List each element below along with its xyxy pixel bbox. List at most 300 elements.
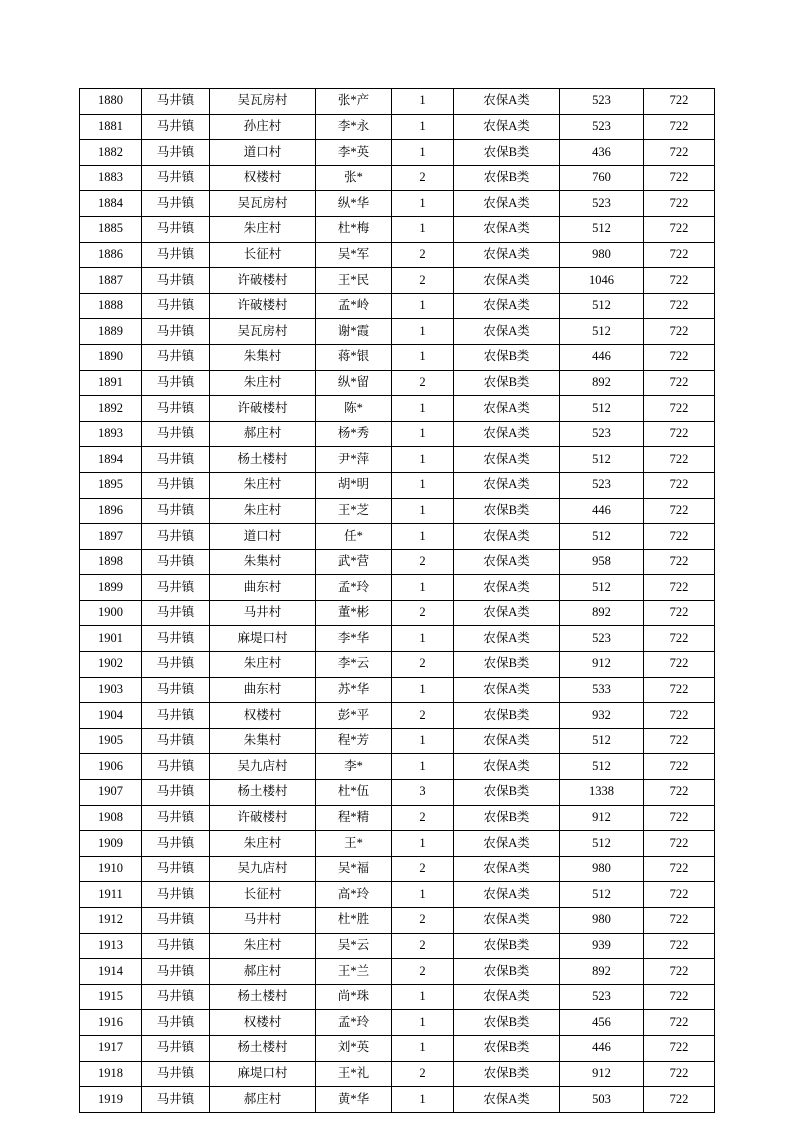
cell-standard: 722 — [644, 216, 715, 242]
table-row — [80, 89, 715, 115]
cell-village: 长征村 — [210, 882, 316, 908]
cell-village: 长征村 — [210, 242, 316, 268]
cell-category: 农保B类 — [454, 370, 560, 396]
cell-name: 李*永 — [316, 114, 392, 140]
table-row — [80, 216, 715, 242]
cell-seq: 1888 — [80, 293, 142, 319]
cell-village: 朱集村 — [210, 344, 316, 370]
cell-name: 杜*梅 — [316, 216, 392, 242]
cell-standard: 722 — [644, 831, 715, 857]
cell-standard: 722 — [644, 754, 715, 780]
cell-count: 1 — [392, 191, 454, 217]
cell-seq: 1919 — [80, 1087, 142, 1113]
cell-count: 2 — [392, 856, 454, 882]
cell-name: 董*彬 — [316, 600, 392, 626]
cell-standard: 722 — [644, 447, 715, 473]
cell-town: 马井镇 — [142, 268, 210, 294]
cell-category: 农保B类 — [454, 959, 560, 985]
table-row — [80, 1010, 715, 1036]
cell-amount: 912 — [560, 805, 644, 831]
cell-amount: 512 — [560, 216, 644, 242]
cell-name: 高*玲 — [316, 882, 392, 908]
cell-count: 1 — [392, 216, 454, 242]
cell-village: 马井村 — [210, 600, 316, 626]
subsidy-table — [79, 88, 715, 1113]
cell-standard: 722 — [644, 165, 715, 191]
cell-village: 郝庄村 — [210, 1087, 316, 1113]
cell-village: 吴九店村 — [210, 754, 316, 780]
cell-seq: 1883 — [80, 165, 142, 191]
cell-village: 许破楼村 — [210, 396, 316, 422]
cell-count: 1 — [392, 114, 454, 140]
cell-seq: 1890 — [80, 344, 142, 370]
cell-category: 农保A类 — [454, 677, 560, 703]
cell-town: 马井镇 — [142, 856, 210, 882]
cell-amount: 512 — [560, 754, 644, 780]
cell-category: 农保A类 — [454, 882, 560, 908]
cell-seq: 1904 — [80, 703, 142, 729]
cell-name: 王*兰 — [316, 959, 392, 985]
cell-village: 权楼村 — [210, 165, 316, 191]
cell-category: 农保A类 — [454, 472, 560, 498]
cell-count: 1 — [392, 89, 454, 115]
cell-town: 马井镇 — [142, 191, 210, 217]
table-row — [80, 908, 715, 934]
cell-count: 1 — [392, 677, 454, 703]
cell-amount: 523 — [560, 89, 644, 115]
cell-standard: 722 — [644, 677, 715, 703]
table-row — [80, 319, 715, 345]
cell-seq: 1915 — [80, 984, 142, 1010]
table-row — [80, 472, 715, 498]
cell-name: 张*产 — [316, 89, 392, 115]
cell-amount: 958 — [560, 549, 644, 575]
cell-village: 马井村 — [210, 908, 316, 934]
cell-count: 2 — [392, 600, 454, 626]
cell-count: 1 — [392, 984, 454, 1010]
cell-seq: 1895 — [80, 472, 142, 498]
cell-village: 道口村 — [210, 140, 316, 166]
cell-town: 马井镇 — [142, 677, 210, 703]
cell-category: 农保B类 — [454, 1061, 560, 1087]
cell-seq: 1886 — [80, 242, 142, 268]
cell-category: 农保B类 — [454, 1010, 560, 1036]
cell-amount: 446 — [560, 498, 644, 524]
cell-seq: 1889 — [80, 319, 142, 345]
cell-count: 1 — [392, 344, 454, 370]
cell-amount: 1338 — [560, 780, 644, 806]
cell-village: 许破楼村 — [210, 268, 316, 294]
cell-name: 李*云 — [316, 652, 392, 678]
cell-count: 1 — [392, 575, 454, 601]
cell-standard: 722 — [644, 984, 715, 1010]
cell-count: 2 — [392, 549, 454, 575]
cell-amount: 523 — [560, 984, 644, 1010]
cell-town: 马井镇 — [142, 472, 210, 498]
cell-village: 杨土楼村 — [210, 1035, 316, 1061]
cell-town: 马井镇 — [142, 600, 210, 626]
cell-town: 马井镇 — [142, 1061, 210, 1087]
cell-seq: 1907 — [80, 780, 142, 806]
cell-town: 马井镇 — [142, 831, 210, 857]
cell-count: 1 — [392, 754, 454, 780]
cell-town: 马井镇 — [142, 89, 210, 115]
cell-amount: 503 — [560, 1087, 644, 1113]
table-row — [80, 856, 715, 882]
cell-category: 农保B类 — [454, 703, 560, 729]
cell-village: 朱集村 — [210, 549, 316, 575]
cell-name: 陈* — [316, 396, 392, 422]
cell-name: 程*精 — [316, 805, 392, 831]
cell-name: 彭*平 — [316, 703, 392, 729]
cell-village: 麻堤口村 — [210, 626, 316, 652]
cell-amount: 512 — [560, 882, 644, 908]
table-row — [80, 396, 715, 422]
cell-amount: 512 — [560, 319, 644, 345]
cell-name: 黄*华 — [316, 1087, 392, 1113]
cell-category: 农保A类 — [454, 1087, 560, 1113]
cell-town: 马井镇 — [142, 959, 210, 985]
cell-village: 朱庄村 — [210, 933, 316, 959]
cell-count: 1 — [392, 293, 454, 319]
cell-category: 农保A类 — [454, 984, 560, 1010]
cell-standard: 722 — [644, 319, 715, 345]
cell-name: 苏*华 — [316, 677, 392, 703]
cell-category: 农保A类 — [454, 524, 560, 550]
cell-standard: 722 — [644, 396, 715, 422]
cell-standard: 722 — [644, 89, 715, 115]
cell-category: 农保A类 — [454, 191, 560, 217]
cell-standard: 722 — [644, 242, 715, 268]
cell-standard: 722 — [644, 882, 715, 908]
cell-standard: 722 — [644, 140, 715, 166]
cell-amount: 523 — [560, 626, 644, 652]
cell-count: 1 — [392, 396, 454, 422]
table-row — [80, 140, 715, 166]
table-row — [80, 524, 715, 550]
cell-count: 1 — [392, 626, 454, 652]
cell-amount: 456 — [560, 1010, 644, 1036]
cell-town: 马井镇 — [142, 754, 210, 780]
cell-town: 马井镇 — [142, 882, 210, 908]
cell-name: 杜*胜 — [316, 908, 392, 934]
cell-amount: 892 — [560, 370, 644, 396]
cell-amount: 512 — [560, 447, 644, 473]
cell-category: 农保B类 — [454, 165, 560, 191]
cell-standard: 722 — [644, 524, 715, 550]
cell-count: 2 — [392, 652, 454, 678]
table-row — [80, 191, 715, 217]
cell-village: 孙庄村 — [210, 114, 316, 140]
cell-count: 2 — [392, 1061, 454, 1087]
cell-seq: 1880 — [80, 89, 142, 115]
table-row — [80, 498, 715, 524]
cell-name: 吴*云 — [316, 933, 392, 959]
cell-name: 吴*福 — [316, 856, 392, 882]
cell-town: 马井镇 — [142, 421, 210, 447]
cell-name: 刘*英 — [316, 1035, 392, 1061]
cell-count: 1 — [392, 421, 454, 447]
cell-town: 马井镇 — [142, 805, 210, 831]
table-row — [80, 447, 715, 473]
cell-seq: 1896 — [80, 498, 142, 524]
cell-amount: 512 — [560, 524, 644, 550]
cell-count: 3 — [392, 780, 454, 806]
cell-seq: 1914 — [80, 959, 142, 985]
table-row — [80, 959, 715, 985]
cell-category: 农保A类 — [454, 728, 560, 754]
table-row — [80, 344, 715, 370]
cell-village: 道口村 — [210, 524, 316, 550]
cell-village: 郝庄村 — [210, 421, 316, 447]
cell-count: 2 — [392, 959, 454, 985]
table-row — [80, 626, 715, 652]
cell-count: 1 — [392, 319, 454, 345]
cell-standard: 722 — [644, 344, 715, 370]
cell-count: 2 — [392, 703, 454, 729]
cell-name: 吴*军 — [316, 242, 392, 268]
cell-category: 农保A类 — [454, 89, 560, 115]
cell-category: 农保B类 — [454, 1035, 560, 1061]
cell-amount: 523 — [560, 114, 644, 140]
cell-amount: 1046 — [560, 268, 644, 294]
cell-category: 农保B类 — [454, 652, 560, 678]
table-row — [80, 114, 715, 140]
cell-category: 农保A类 — [454, 268, 560, 294]
cell-count: 2 — [392, 242, 454, 268]
cell-seq: 1910 — [80, 856, 142, 882]
cell-count: 1 — [392, 882, 454, 908]
cell-category: 农保A类 — [454, 626, 560, 652]
cell-amount: 523 — [560, 421, 644, 447]
cell-seq: 1918 — [80, 1061, 142, 1087]
cell-category: 农保B类 — [454, 933, 560, 959]
cell-category: 农保A类 — [454, 908, 560, 934]
cell-category: 农保A类 — [454, 754, 560, 780]
cell-category: 农保A类 — [454, 575, 560, 601]
cell-standard: 722 — [644, 1087, 715, 1113]
cell-standard: 722 — [644, 652, 715, 678]
cell-village: 许破楼村 — [210, 805, 316, 831]
cell-seq: 1897 — [80, 524, 142, 550]
cell-standard: 722 — [644, 626, 715, 652]
cell-amount: 446 — [560, 344, 644, 370]
cell-village: 朱庄村 — [210, 831, 316, 857]
cell-amount: 980 — [560, 856, 644, 882]
table-row — [80, 831, 715, 857]
cell-amount: 512 — [560, 293, 644, 319]
table-row — [80, 652, 715, 678]
cell-amount: 760 — [560, 165, 644, 191]
cell-town: 马井镇 — [142, 140, 210, 166]
cell-seq: 1917 — [80, 1035, 142, 1061]
cell-village: 权楼村 — [210, 1010, 316, 1036]
cell-count: 2 — [392, 370, 454, 396]
cell-standard: 722 — [644, 703, 715, 729]
cell-name: 谢*霞 — [316, 319, 392, 345]
cell-town: 马井镇 — [142, 293, 210, 319]
cell-amount: 446 — [560, 1035, 644, 1061]
cell-town: 马井镇 — [142, 396, 210, 422]
cell-count: 1 — [392, 1010, 454, 1036]
table-row — [80, 933, 715, 959]
cell-seq: 1901 — [80, 626, 142, 652]
cell-seq: 1881 — [80, 114, 142, 140]
table-body — [80, 89, 715, 1113]
cell-name: 任* — [316, 524, 392, 550]
cell-town: 马井镇 — [142, 984, 210, 1010]
cell-name: 纵*华 — [316, 191, 392, 217]
cell-seq: 1891 — [80, 370, 142, 396]
cell-count: 2 — [392, 165, 454, 191]
cell-category: 农保A类 — [454, 447, 560, 473]
cell-category: 农保A类 — [454, 242, 560, 268]
cell-seq: 1908 — [80, 805, 142, 831]
table-row — [80, 549, 715, 575]
table-row — [80, 242, 715, 268]
cell-town: 马井镇 — [142, 1087, 210, 1113]
table-row — [80, 600, 715, 626]
cell-category: 农保B类 — [454, 140, 560, 166]
cell-village: 曲东村 — [210, 575, 316, 601]
cell-name: 纵*留 — [316, 370, 392, 396]
cell-town: 马井镇 — [142, 728, 210, 754]
table-row — [80, 575, 715, 601]
cell-town: 马井镇 — [142, 1010, 210, 1036]
cell-town: 马井镇 — [142, 165, 210, 191]
cell-standard: 722 — [644, 728, 715, 754]
cell-standard: 722 — [644, 1061, 715, 1087]
cell-seq: 1898 — [80, 549, 142, 575]
cell-count: 1 — [392, 728, 454, 754]
cell-category: 农保A类 — [454, 319, 560, 345]
cell-name: 胡*明 — [316, 472, 392, 498]
cell-village: 朱庄村 — [210, 652, 316, 678]
table-row — [80, 805, 715, 831]
table-row — [80, 984, 715, 1010]
cell-count: 1 — [392, 1087, 454, 1113]
cell-amount: 512 — [560, 396, 644, 422]
cell-standard: 722 — [644, 549, 715, 575]
cell-town: 马井镇 — [142, 114, 210, 140]
cell-count: 1 — [392, 447, 454, 473]
cell-village: 麻堤口村 — [210, 1061, 316, 1087]
cell-amount: 932 — [560, 703, 644, 729]
cell-name: 尹*萍 — [316, 447, 392, 473]
cell-amount: 980 — [560, 242, 644, 268]
cell-category: 农保A类 — [454, 114, 560, 140]
cell-name: 杨*秀 — [316, 421, 392, 447]
cell-village: 朱集村 — [210, 728, 316, 754]
cell-village: 杨土楼村 — [210, 447, 316, 473]
cell-category: 农保A类 — [454, 396, 560, 422]
cell-standard: 722 — [644, 908, 715, 934]
cell-count: 2 — [392, 908, 454, 934]
cell-count: 2 — [392, 268, 454, 294]
cell-standard: 722 — [644, 1035, 715, 1061]
table-row — [80, 421, 715, 447]
cell-seq: 1894 — [80, 447, 142, 473]
cell-seq: 1892 — [80, 396, 142, 422]
cell-town: 马井镇 — [142, 1035, 210, 1061]
cell-name: 王*礼 — [316, 1061, 392, 1087]
cell-standard: 722 — [644, 780, 715, 806]
cell-village: 朱庄村 — [210, 472, 316, 498]
cell-category: 农保B类 — [454, 780, 560, 806]
cell-village: 曲东村 — [210, 677, 316, 703]
cell-town: 马井镇 — [142, 908, 210, 934]
table-row — [80, 703, 715, 729]
table-row — [80, 268, 715, 294]
cell-category: 农保A类 — [454, 421, 560, 447]
cell-standard: 722 — [644, 498, 715, 524]
cell-village: 吴九店村 — [210, 856, 316, 882]
cell-count: 1 — [392, 831, 454, 857]
cell-standard: 722 — [644, 1010, 715, 1036]
cell-category: 农保B类 — [454, 805, 560, 831]
cell-standard: 722 — [644, 959, 715, 985]
cell-count: 2 — [392, 805, 454, 831]
cell-town: 马井镇 — [142, 703, 210, 729]
cell-standard: 722 — [644, 575, 715, 601]
cell-amount: 892 — [560, 959, 644, 985]
cell-category: 农保A类 — [454, 600, 560, 626]
cell-seq: 1885 — [80, 216, 142, 242]
table-row — [80, 677, 715, 703]
cell-category: 农保B类 — [454, 498, 560, 524]
table-row — [80, 882, 715, 908]
cell-town: 马井镇 — [142, 344, 210, 370]
cell-seq: 1903 — [80, 677, 142, 703]
cell-town: 马井镇 — [142, 780, 210, 806]
cell-count: 1 — [392, 1035, 454, 1061]
cell-amount: 533 — [560, 677, 644, 703]
cell-village: 杨土楼村 — [210, 984, 316, 1010]
cell-town: 马井镇 — [142, 626, 210, 652]
cell-seq: 1909 — [80, 831, 142, 857]
cell-name: 王*芝 — [316, 498, 392, 524]
cell-name: 李* — [316, 754, 392, 780]
cell-amount: 436 — [560, 140, 644, 166]
cell-village: 吴瓦房村 — [210, 191, 316, 217]
cell-seq: 1893 — [80, 421, 142, 447]
cell-standard: 722 — [644, 268, 715, 294]
cell-town: 马井镇 — [142, 933, 210, 959]
cell-town: 马井镇 — [142, 216, 210, 242]
cell-standard: 722 — [644, 600, 715, 626]
cell-village: 杨土楼村 — [210, 780, 316, 806]
table-row — [80, 1061, 715, 1087]
table-row — [80, 1087, 715, 1113]
table-row — [80, 1035, 715, 1061]
cell-count: 1 — [392, 140, 454, 166]
cell-category: 农保A类 — [454, 549, 560, 575]
table-row — [80, 293, 715, 319]
cell-town: 马井镇 — [142, 549, 210, 575]
cell-amount: 512 — [560, 831, 644, 857]
cell-standard: 722 — [644, 421, 715, 447]
cell-amount: 892 — [560, 600, 644, 626]
cell-village: 权楼村 — [210, 703, 316, 729]
cell-name: 孟*岭 — [316, 293, 392, 319]
cell-name: 王*民 — [316, 268, 392, 294]
cell-seq: 1911 — [80, 882, 142, 908]
cell-amount: 523 — [560, 191, 644, 217]
cell-name: 李*华 — [316, 626, 392, 652]
cell-town: 马井镇 — [142, 370, 210, 396]
cell-count: 2 — [392, 933, 454, 959]
cell-village: 朱庄村 — [210, 370, 316, 396]
